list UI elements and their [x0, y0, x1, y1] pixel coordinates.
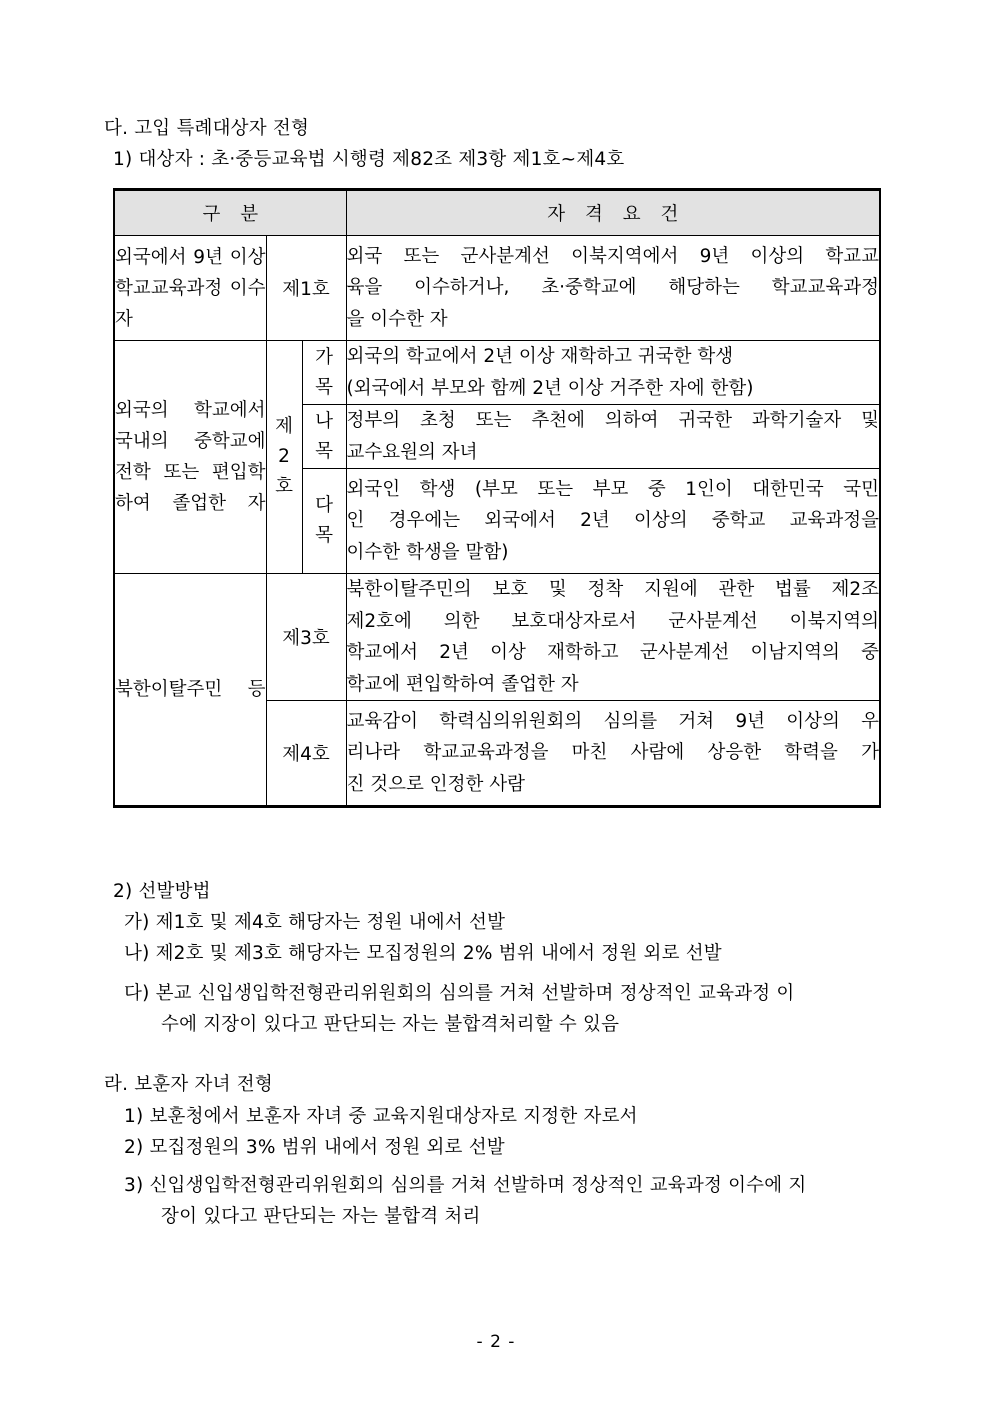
sub-b-marker: 나) [124, 943, 150, 964]
row3-req-line-4: 학교에 편입학하여 졸업한 자 [346, 673, 579, 695]
table-header-requirements: 자 격 요 건 [346, 190, 880, 236]
row4-req-line-2: 리나라 학교교육과정을 마친 사람에 상응한 학력을 가 [346, 742, 880, 764]
sub-c-line1-text: 본교 신입생입학전형관리위원회의 심의를 거쳐 선발하며 정상적인 교육과정 이 [155, 983, 795, 1004]
row2-sub-c-label [302, 469, 346, 574]
row4-law-no: 제4호 [266, 701, 346, 807]
row2-category: 외국의 학교에서 국내의 중학교에 전학 또는 편입학하여 졸업한 자 [114, 341, 266, 574]
row2-sub-c-char-2: 목 [315, 525, 333, 546]
row3-req-line-3: 학교에서 2년 이상 재학하고 군사분계선 이남지역의 중 [346, 642, 880, 663]
row2-sub-a-line-1: 외국의 학교에서 2년 이상 재학하고 귀국한 학생 [346, 346, 734, 367]
row3-req-line-1: 북한이탈주민의 보호 및 정착 지원에 관한 법률 제2조 [346, 579, 880, 600]
row4-req-line-3: 진 것으로 인정한 사람 [346, 773, 525, 795]
row2-sub-b-char-2: 목 [315, 440, 333, 462]
row2-sub-c-line-2: 인 경우에는 외국에서 2년 이상의 중학교 교육과정을 [346, 510, 880, 532]
section-c-heading: 다. 고입 특례대상자 전형 [104, 118, 310, 139]
section-c-item2-heading: 2) 선발방법 [113, 881, 211, 902]
row1-req-line-3: 을 이수한 자 [346, 308, 448, 330]
section-d-heading: 라. 보훈자 자녀 전형 [104, 1074, 273, 1095]
row3-category: 북한이탈주민 등 [114, 574, 266, 807]
row2-sub-a-char-2: 목 [315, 376, 333, 398]
row2-sub-c-char-1: 다 [315, 495, 333, 516]
section-c-item1: 1) 대상자 : 초·중등교육법 시행령 제82조 제3항 제1호~제4호 [113, 149, 625, 170]
eligibility-table-wrapper [113, 188, 879, 808]
sub-a-text: 제1호 및 제4호 해당자는 정원 내에서 선발 [155, 912, 506, 933]
d-item3-line1-text: 신입생입학전형관리위원회의 심의를 거쳐 선발하며 정상적인 교육과정 이수에 지 [149, 1175, 807, 1196]
row2-law-no-vertical [266, 341, 302, 574]
d-item2-text: 모집정원의 3% 범위 내에서 정원 외로 선발 [149, 1137, 505, 1158]
row2-sub-a-label [302, 341, 346, 405]
eligibility-table [113, 188, 881, 808]
table-header-category: 구 분 [114, 190, 346, 236]
row2-sub-c-line-1: 외국인 학생 (부모 또는 부모 중 1인이 대한민국 국민 [346, 478, 880, 500]
row1-category: 외국에서 9년 이상 학교교육과정 이수자 [114, 236, 266, 341]
section-c-item2-sub-a [124, 907, 505, 938]
row2-law-no-char-2: 2 [278, 446, 290, 467]
section-d-item-3-line2: 장이 있다고 판단되는 자는 불합격 처리 [161, 1206, 481, 1227]
row2-sub-b-requirement [346, 405, 880, 469]
row2-sub-a-requirement [346, 341, 880, 405]
row1-req-line-2: 육을 이수하거나, 초·중학교에 해당하는 학교교육과정 [346, 277, 880, 299]
d-item1-marker: 1) [124, 1106, 144, 1127]
row2-sub-b-label [302, 405, 346, 469]
table-row [114, 236, 880, 341]
table-row [114, 341, 880, 405]
table-header-row [114, 190, 880, 236]
sub-c-marker: 다) [124, 983, 150, 1004]
section-c-item2-sub-b [124, 938, 722, 969]
row3-req-line-2: 제2호에 의한 보호대상자로서 군사분계선 이북지역의 [346, 610, 880, 632]
sub-a-marker: 가) [124, 912, 150, 933]
row3-law-no: 제3호 [266, 574, 346, 701]
row2-sub-a-line-2: (외국에서 부모와 함께 2년 이상 거주한 자에 한함) [346, 377, 754, 399]
table-row [114, 574, 880, 701]
row2-sub-c-requirement [346, 469, 880, 574]
row2-sub-c-line-3: 이수한 학생을 말함) [346, 541, 509, 563]
row1-req-line-1: 외국 또는 군사분계선 이북지역에서 9년 이상의 학교교 [346, 245, 880, 267]
row2-law-no-char-3: 호 [275, 476, 293, 497]
section-d-item-3-line1 [124, 1170, 806, 1201]
section-d-item-2 [124, 1132, 505, 1163]
row2-sub-a-char-1: 가 [315, 346, 333, 368]
sub-b-text: 제2호 및 제3호 해당자는 모집정원의 2% 범위 내에서 정원 외로 선발 [155, 943, 722, 964]
row2-sub-b-char-1: 나 [315, 410, 333, 432]
d-item1-text: 보훈청에서 보훈자 자녀 중 교육지원대상자로 지정한 자로서 [149, 1106, 638, 1127]
d-item3-marker: 3) [124, 1175, 144, 1196]
d-item2-marker: 2) [124, 1137, 144, 1158]
row1-requirement [346, 236, 880, 341]
row4-requirement [346, 701, 880, 807]
row2-law-no-char-1: 제 [275, 416, 293, 437]
section-c-item2-sub-c-line2: 수에 지장이 있다고 판단되는 자는 불합격처리할 수 있음 [161, 1014, 620, 1035]
row1-law-no: 제1호 [266, 236, 346, 341]
row4-req-line-1: 교육감이 학력심의위원회의 심의를 거쳐 9년 이상의 우 [346, 710, 880, 732]
section-c-item2-sub-c-line1 [124, 978, 795, 1009]
row2-sub-b-line-1: 정부의 초청 또는 추천에 의하여 귀국한 과학기술자 및 [346, 410, 880, 431]
section-d-item-1 [124, 1101, 638, 1132]
page-number: - 2 - [476, 1332, 516, 1352]
row3-requirement [346, 574, 880, 701]
row2-sub-b-line-2: 교수요원의 자녀 [346, 441, 478, 463]
